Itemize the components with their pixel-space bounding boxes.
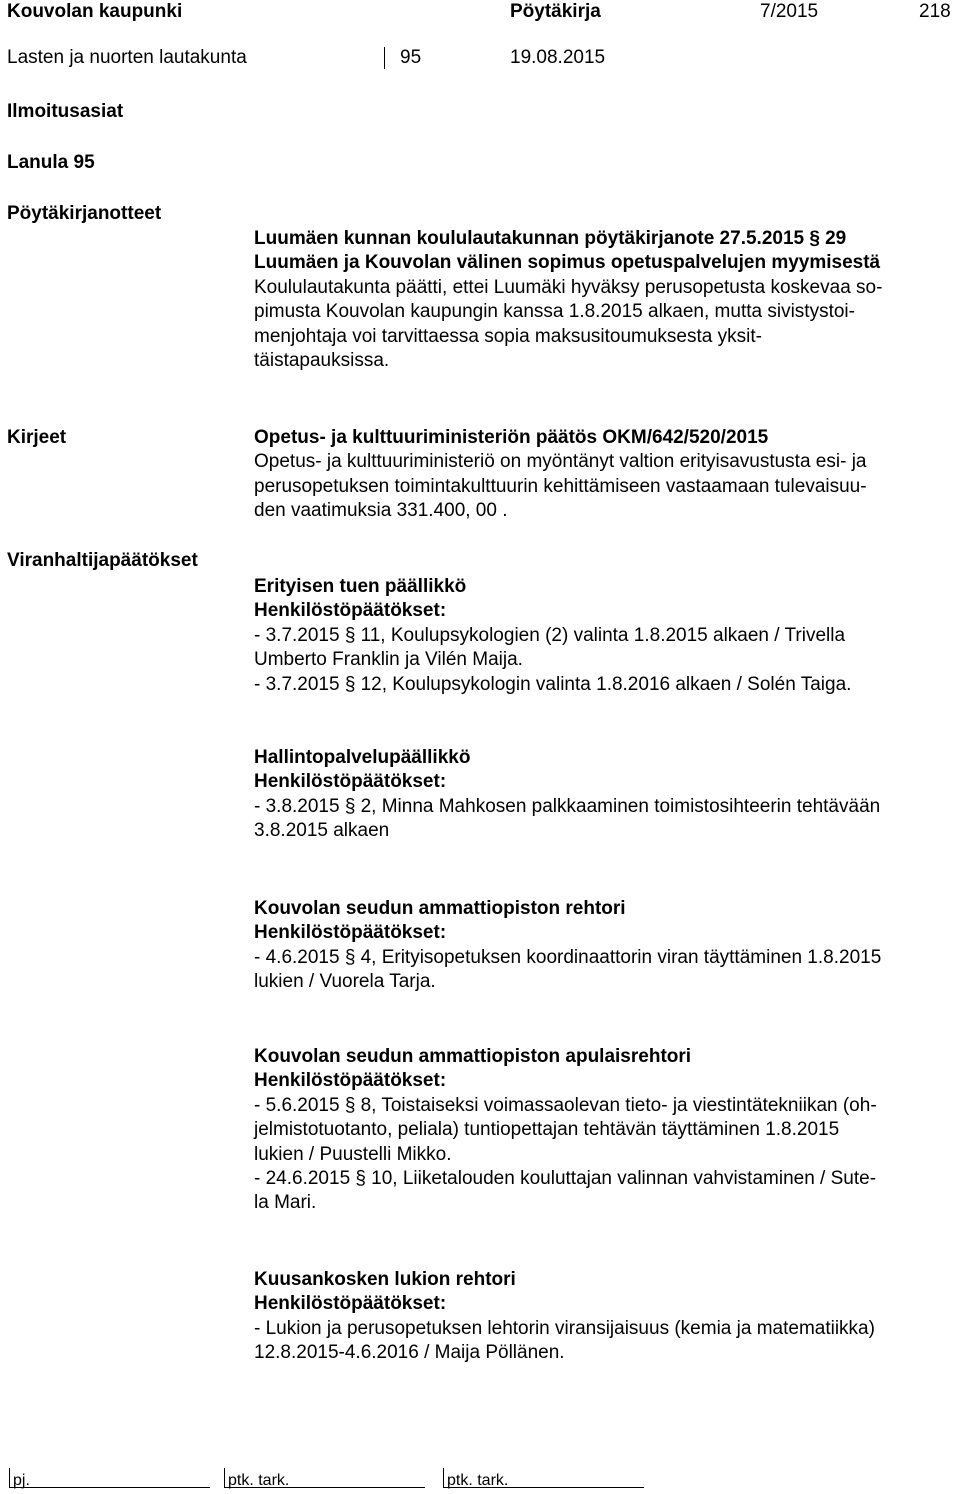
section-sign-icon: §	[355, 1167, 366, 1189]
decision-group	[254, 897, 954, 995]
hr-decisions-label: Henkilöstöpäätökset:	[254, 1070, 447, 1092]
letters-label: Kirjeet	[7, 427, 67, 448]
decision-line	[254, 1094, 954, 1118]
letter-body-line: Opetus- ja kulttuuriministeriö on myöntänyt valtion erityisavustusta esi- ja	[254, 451, 867, 473]
decision-date: - 24.6.2015	[254, 1167, 351, 1189]
decisions-label: Viranhaltijapäätökset	[7, 550, 198, 571]
section-sign-icon: §	[344, 795, 356, 817]
signature-line-chair	[9, 1468, 210, 1488]
excerpt-body-line: menjohtaja voi tarvittaessa sopia maksusitoumuksesta yksit-	[254, 325, 762, 347]
section-number: 95	[400, 47, 422, 68]
decision-date: - 4.6.2015	[254, 946, 340, 968]
decision-line: - Lukion ja perusopetuksen lehtorin viransijaisuus (kemia ja matematiikka)	[254, 1317, 875, 1339]
decision-group	[254, 1045, 954, 1216]
decision-date: - 3.8.2015	[254, 795, 340, 817]
section-sign-icon: §	[344, 624, 356, 646]
group-title: Kuusankosken lukion rehtori	[254, 1269, 516, 1290]
decision-line	[254, 946, 954, 970]
hr-decisions-label: Henkilöstöpäätökset:	[254, 922, 447, 944]
org-name: Kouvolan kaupunki	[7, 1, 183, 22]
section-sign-icon: §	[344, 946, 356, 968]
decision-line	[254, 673, 954, 697]
section-sign-icon: §	[344, 673, 356, 695]
decision-group	[254, 746, 954, 844]
page-number: 218	[919, 1, 951, 22]
decision-text: 2, Minna Mahkosen palkkaaminen toimistosihteerin tehtävään	[360, 795, 881, 817]
section-sign-icon: §	[809, 228, 820, 249]
chair-mark: pj.	[13, 1472, 30, 1489]
decision-line: lukien / Puustelli Mikko.	[254, 1143, 452, 1165]
group-title: Kouvolan seudun ammattiopiston rehtori	[254, 898, 626, 919]
meeting-date: 19.08.2015	[510, 47, 606, 68]
subheading: Pöytäkirjanotteet	[7, 203, 162, 224]
decision-line: lukien / Vuorela Tarja.	[254, 971, 436, 993]
decision-line: Umberto Franklin ja Vilén Maija.	[254, 649, 523, 671]
section-sign-icon: §	[344, 1094, 356, 1116]
decision-line	[254, 1167, 954, 1191]
examiner-mark: ptk. tark.	[447, 1472, 509, 1489]
decision-text: 11, Koulupsykologien (2) valinta 1.8.2015 alkaen / Trivella	[360, 624, 846, 646]
group-title: Hallintopalvelupäällikkö	[254, 747, 471, 768]
decision-text: 4, Erityisopetuksen koordinaattorin viran täyttäminen 1.8.2015	[360, 946, 882, 968]
committee-name: Lasten ja nuorten lautakunta	[7, 47, 247, 68]
examiner-mark: ptk. tark.	[228, 1472, 290, 1489]
hr-decisions-label: Henkilöstöpäätökset:	[254, 1293, 447, 1315]
decision-line: 12.8.2015-4.6.2016 / Maija Pöllänen.	[254, 1342, 565, 1364]
header-divider	[384, 47, 385, 69]
group-title: Kouvolan seudun ammattiopiston apulaisrehtori	[254, 1046, 692, 1067]
decision-date: - 5.6.2015	[254, 1094, 340, 1116]
hr-decisions-label: Henkilöstöpäätökset:	[254, 771, 447, 793]
decision-line	[254, 624, 954, 648]
section-label: Lanula 95	[7, 152, 95, 173]
decision-date: - 3.7.2015	[254, 673, 340, 695]
letter-body-line: den vaatimuksia 331.400, 00 .	[254, 500, 508, 522]
decision-text: 10, Liiketalouden kouluttajan valinnan vahvistaminen / Sute-	[371, 1167, 877, 1189]
excerpt-title-number: 29	[825, 228, 847, 249]
excerpt-title: Luumäen kunnan koululautakunnan pöytäkirjanote 27.5.2015	[254, 228, 805, 249]
group-title: Erityisen tuen päällikkö	[254, 576, 467, 597]
excerpt-title-line1	[254, 227, 954, 251]
decision-line: jelmistotuotanto, peliala) tuntiopettajan tehtävän täyttäminen 1.8.2015	[254, 1119, 840, 1141]
excerpt-body-line: pimusta Kouvolan kaupungin kanssa 1.8.2015 alkaen, mutta sivistystoi-	[254, 301, 855, 323]
letter-body-line: perusopetuksen toimintakulttuurin kehittämiseen vastaamaan tulevaisuu-	[254, 475, 867, 497]
excerpt-title-line2: Luumäen ja Kouvolan välinen sopimus opetuspalvelujen myymisestä	[254, 252, 881, 274]
decision-group	[254, 1268, 954, 1366]
decision-text: 12, Koulupsykologin valinta 1.8.2016 alkaen / Solén Taiga.	[360, 673, 852, 695]
decision-date: - 3.7.2015	[254, 624, 340, 646]
decision-line: 3.8.2015 alkaen	[254, 820, 390, 842]
decision-text: 8, Toistaiseksi voimassaolevan tieto- ja viestintätekniikan (oh-	[360, 1094, 877, 1116]
decision-line: la Mari.	[254, 1192, 317, 1214]
excerpt-body-line: Koululautakunta päätti, ettei Luumäki hyväksy perusopetusta koskevaa so-	[254, 276, 883, 298]
doc-number: 7/2015	[760, 1, 819, 22]
doc-type: Pöytäkirja	[510, 1, 601, 22]
excerpt-body-line: täistapauksissa.	[254, 349, 390, 371]
hr-decisions-label: Henkilöstöpäätökset:	[254, 600, 447, 622]
decision-group	[254, 575, 954, 697]
letters-block	[254, 426, 954, 524]
decision-line	[254, 795, 954, 819]
category-title: Ilmoitusasiat	[7, 101, 124, 122]
excerpt-block	[254, 227, 954, 373]
letter-title: Opetus- ja kulttuuriministeriön päätös OKM/642/520/2015	[254, 427, 769, 448]
